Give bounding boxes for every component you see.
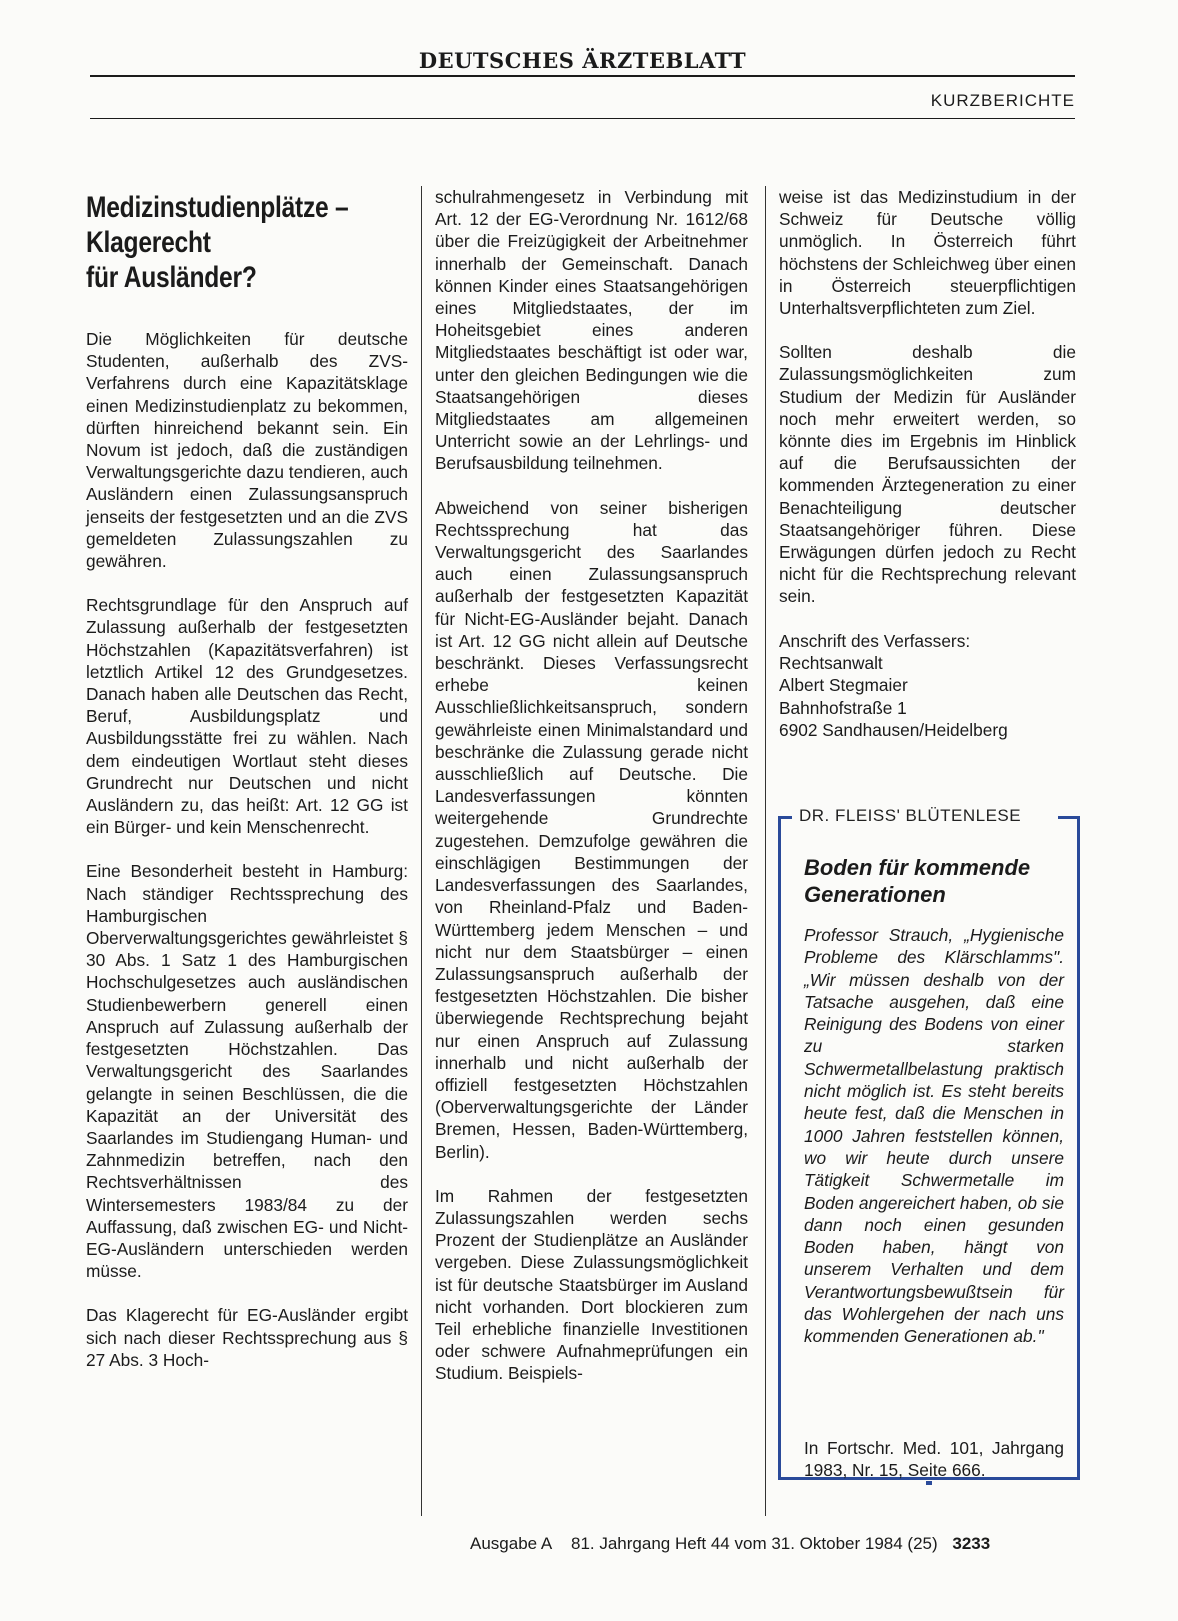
headline-line: Klagerecht <box>86 226 211 259</box>
article-paragraph: Das Klagerecht für EG-Ausländer ergibt sich nach dieser Rechtssprechung aus § 27 Abs. 3 Hoch- <box>86 1305 408 1370</box>
article-paragraph: Rechtsgrundlage für den Anspruch auf Zulassung außerhalb der festgesetzten Höchstzahlen (Kapazitätsverfahren) ist letztlich Artikel 12 des Grundgesetzes. Danach haben alle Deutschen das Recht, Beruf, Ausbildungsplatz und Ausbildungsstätte frei zu wählen. Nach dem eindeutigen Wortlaut steht dieses Grundrecht nur Deutschen und nicht Ausländern zu, das heißt: Art. 12 GG ist ein Bürger- und kein Menschenrecht. <box>86 595 408 838</box>
footer-issue: 81. Jahrgang Heft 44 vom 31. Oktober 1984 (25) <box>570 1534 938 1553</box>
footer-edition: Ausgabe A <box>470 1534 553 1553</box>
article-paragraph: schulrahmengesetz in Verbindung mit Art. 12 der EG-Verordnung Nr. 1612/68 über die Freizügigkeit der Arbeitnehmer innerhalb der Gemeinschaft. Danach können Kinder eines Staatsangehörigen eines Mitgliedstaates, der im Hoheitsgebiet eines anderen Mitgliedstaates beschäftigt ist oder war, unter den gleichen Bedingungen wie die Staatsangehörigen dieses Mitgliedstaates am allgemeinen Unterricht sowie an der Lehrlings- und Berufsausbildung teilnehmen. <box>435 187 748 474</box>
section-rule <box>90 118 1075 119</box>
masthead-rule <box>90 75 1075 77</box>
box-top-border <box>1058 816 1080 819</box>
column-divider <box>421 186 422 1516</box>
article-paragraph: Die Möglichkeiten für deutsche Studenten, außerhalb des ZVS-Verfahrens durch eine Kapazitätsklage einen Medizinstudienplatz zu bekommen, dürften hinreichend bekannt sein. Ein Novum ist jedoch, daß die zuständigen Verwaltungsgerichte dazu tendieren, auch Ausländern einen Zulassungsanspruch jenseits der festgesetzten und an die ZVS gemeldeten Zulassungszahlen zu gewähren. <box>86 329 408 572</box>
author-name: Albert Stegmaier <box>779 675 908 696</box>
address-city: 6902 Sandhausen/Heidelberg <box>779 720 1008 741</box>
article-paragraph: Abweichend von seiner bisherigen Rechtssprechung hat das Verwaltungsgericht des Saarlandes auch einen Zulassungsanspruch außerhalb der festgesetzten Kapazität für Nicht-EG-Ausländer bejaht. Danach ist Art. 12 GG nicht allein auf Deutsche beschränkt. Dieses Verfassungsrecht erhebe keinen Ausschließlichkeitsanspruch, sondern gewährleiste einen Minimalstandard und beschränke die Zulassung gerade nicht ausschließlich auf Deutsche. Die Landesverfassungen könnten weitergehende Grundrechte zugestehen. Demzufolge gewähren die einschlägigen Bestimmungen der Landesverfassungen des Saarlandes, von Rheinland-Pfalz und Baden-Württemberg jedem Menschen – und nicht nur dem Staatsbürger – einen Zulassungsanspruch außerhalb der festgesetzten Höchstzahlen. Die bisher überwiegende Rechtsprechung bejaht nur einen Anspruch auf Zulassung innerhalb und nicht außerhalb der offiziell festgesetzten Höchstzahlen (Oberverwaltungsgerichte der Länder Bremen, Hessen, Baden-Württemberg, Berlin). <box>435 497 748 1162</box>
box-title: Boden für kommende Generationen <box>804 855 1031 907</box>
article-headline <box>86 190 406 295</box>
page-footer <box>470 1534 1073 1554</box>
box-bottom-mark <box>926 1481 932 1485</box>
address-title: Rechtsanwalt <box>779 653 883 674</box>
page-number: 3233 <box>952 1534 991 1553</box>
box-top-border <box>778 816 792 819</box>
address-street: Bahnhofstraße 1 <box>779 697 907 718</box>
box-source: In Fortschr. Med. 101, Jahrgang 1983, Nr. 15, Seite 666. <box>804 1438 1064 1481</box>
article-paragraph: Sollten deshalb die Zulassungsmöglichkeiten zum Studium der Medizin für Ausländer noch mehr erweitert werden, so könnte dies im Ergebnis im Hinblick auf die Berufsaussichten der kommenden Ärztegeneration zu einer Benachteiligung deutscher Staatsangehöriger führen. Diese Erwägungen dürfen jedoch zu Recht nicht für die Rechtsprechung relevant sein. <box>779 342 1076 607</box>
article-paragraph: Im Rahmen der festgesetzten Zulassungszahlen werden sechs Prozent der Studienplätze an Ausländer vergeben. Diese Zulassungsmöglichkeit ist für deutsche Staatsbürger im Ausland nicht vorhanden. Dort blockieren zum Teil erhebliche finanzielle Investitionen oder schwere Aufnahmeprüfungen ein Studium. Beispiels- <box>435 1185 748 1384</box>
headline-line: Medizinstudienplätze – <box>86 191 349 224</box>
section-label: KURZBERICHTE <box>930 91 1075 110</box>
box-label: DR. FLEISS' BLÜTENLESE <box>799 806 1022 825</box>
masthead: DEUTSCHES ÄRZTEBLATT <box>418 48 747 73</box>
article-paragraph: Eine Besonderheit besteht in Hamburg: Nach ständiger Rechtssprechung des Hamburgischen Oberverwaltungsgerichtes gewährleistet § 30 Abs. 1 Satz 1 des Hamburgischen Hochschulgesetzes auch ausländischen Studienbewerbern generell einen Anspruch auf Zulassung außerhalb der festgesetzten Höchstzahlen. Das Verwaltungsgericht des Saarlandes gelangte in seinen Beschlüssen, die die Kapazität an der Universität des Saarlandes im Studiengang Human- und Zahnmedizin betreffen, nach den Rechtsverhältnissen des Wintersemesters 1983/84 zu der Auffassung, daß zwischen EG- und Nicht-EG-Ausländern unterschieden werden müsse. <box>86 861 408 1282</box>
author-address <box>779 630 1076 742</box>
article-paragraph: weise ist das Medizinstudium in der Schweiz für Deutsche völlig unmöglich. In Österreich führt höchstens der Schleichweg über einen in Österreich steuerpflichtigen Unterhaltsverpflichteten zum Ziel. <box>779 187 1076 319</box>
column-divider <box>765 186 766 1516</box>
article-column-2 <box>435 186 748 1407</box>
article-column-1 <box>86 186 408 1393</box>
article-column-3 <box>779 186 1076 742</box>
box-quote: Professor Strauch, „Hygienische Probleme des Klärschlamms". „Wir müssen deshalb von der Tatsache ausgehen, daß eine Reinigung des Bodens von einer zu starken Schwermetallbelastung praktisch nicht möglich ist. Es steht bereits heute fest, daß die Menschen in 1000 Jahren feststellen können, wo wir heute durch unsere Tätigkeit Schwermetalle im Boden angereichert haben, ob sie dann noch einen gesunden Boden haben, hängt von unserem Verhalten und dem Verantwortungsbewußtsein für das Wohlergehen der nach uns kommenden Generationen ab." <box>804 925 1064 1347</box>
address-label: Anschrift des Verfassers: <box>779 630 971 651</box>
headline-line: für Ausländer? <box>86 261 257 294</box>
